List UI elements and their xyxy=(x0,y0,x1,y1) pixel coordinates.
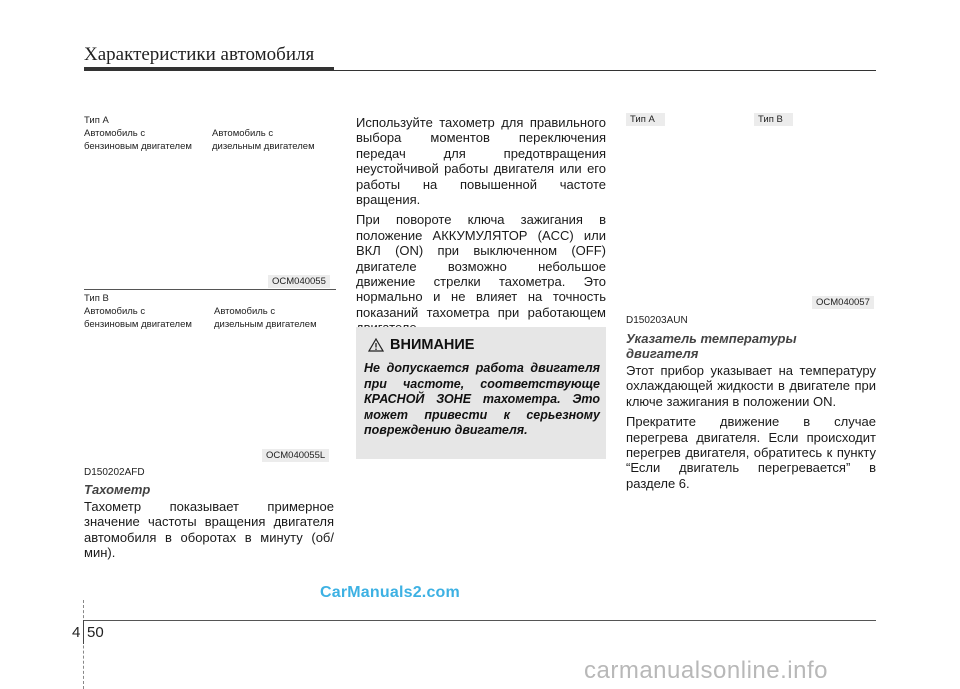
warning-box xyxy=(356,327,606,459)
footer-dashed-guide xyxy=(83,600,84,689)
figure-b-left-caption-2: бензиновым двигателем xyxy=(84,319,192,330)
temperature-ref-code: D150203AUN xyxy=(626,315,688,326)
warning-heading-row xyxy=(368,337,474,353)
figure-a-code: OCM040055 xyxy=(268,275,330,288)
figure-a-type-label: Тип A xyxy=(84,115,109,126)
figure-right-type-b-label: Тип B xyxy=(754,113,793,126)
figure-a-bottom-rule xyxy=(84,289,336,290)
page-header-title: Характеристики автомобиля xyxy=(84,44,315,65)
figure-b-right-caption-2: дизельным двигателем xyxy=(214,319,317,330)
figure-b-right-caption-1: Автомобиль с xyxy=(214,306,276,317)
watermark-carmanuals2: CarManuals2.com xyxy=(320,584,460,601)
header-rule xyxy=(84,70,876,71)
footer-tick xyxy=(83,620,84,644)
figure-a-right-caption-1: Автомобиль с xyxy=(212,128,274,139)
ignition-key-paragraph: При повороте ключа зажигания в положение АККУМУЛЯТОР (ACC) или ВКЛ (ON) при выключенном (OFF) двигателе возможно небольшое движение стрелки тахометра. Это нормально и не влияет на точность показаний тахометра при работающем xyxy=(356,212,606,320)
warning-heading: ВНИМАНИЕ xyxy=(390,337,475,353)
temperature-paragraph-1: Этот прибор указывает на температуру охлаждающей жидкости в двигателе при ключе зажигания в положении ON. xyxy=(626,363,876,409)
footer-rule xyxy=(84,620,876,621)
figure-a-right-caption-2: дизельным двигателем xyxy=(212,141,315,152)
tachometer-description: Тахометр показывает примерное значение частоты вращения двигателя автомобиля в оборотах в минуту (об/мин). xyxy=(84,499,334,561)
figure-a-left-caption-1: Автомобиль с xyxy=(84,128,146,139)
tachometer-usage-paragraph: Используйте тахометр для правильного выбора моментов переключения передач для предотвращения неустойчивой работы двигателя или его работы на повышенной частоте вращения. xyxy=(356,115,606,208)
figure-right-type-a-label: Тип A xyxy=(626,113,665,126)
figure-b-left-caption-1: Автомобиль с xyxy=(84,306,146,317)
watermark-carmanualsonline: carmanualsonline.info xyxy=(584,657,828,684)
tachometer-ref-code: D150202AFD xyxy=(84,467,145,478)
temperature-title-line1: Указатель температуры xyxy=(626,331,797,346)
figure-a-left-caption-2: бензиновым двигателем xyxy=(84,141,192,152)
middle-column-text xyxy=(356,115,606,341)
figure-right-code: OCM040057 xyxy=(812,296,874,309)
figure-b-code: OCM040055L xyxy=(262,449,329,462)
chapter-number: 4 xyxy=(72,624,81,641)
page-number: 50 xyxy=(87,624,104,641)
temperature-text xyxy=(626,363,876,496)
temperature-title-line2: двигателя xyxy=(626,346,699,361)
warning-text: Не допускается работа двигателя при частоте, соответствующе КРАСНОЙ ЗОНЕ тахометра. Это может привести к серьезному повреждению двигателя. xyxy=(364,361,600,437)
temperature-paragraph-2: Прекратите движение в случае перегрева двигателя. Если происходит перегрев двигателя, обратитесь к пункту “Если двигатель перегревается” в разделе 6. xyxy=(626,414,876,491)
figure-b-type-label: Тип B xyxy=(84,293,109,304)
tachometer-title: Тахометр xyxy=(84,482,151,497)
warning-triangle-icon xyxy=(368,338,384,352)
